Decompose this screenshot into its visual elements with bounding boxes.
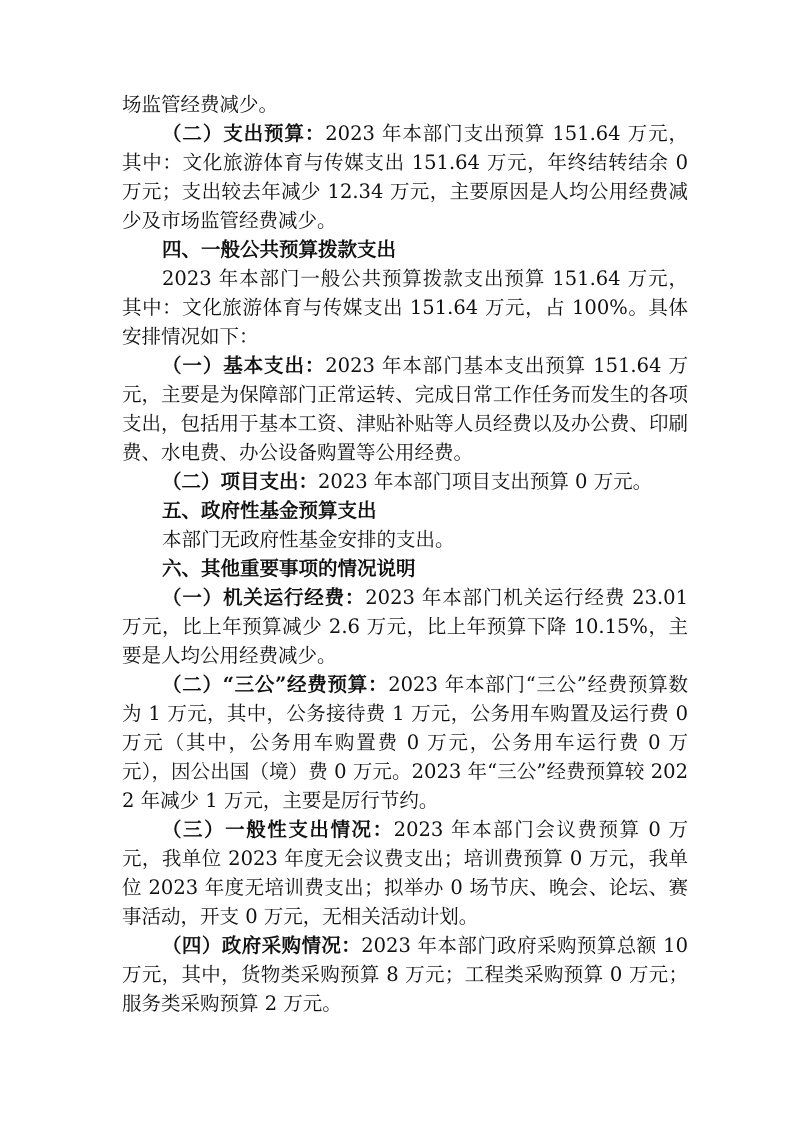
paragraph-text: 2023 年本部门基本支出预算 151.64 万元，主要是为保障部门正常运转、完成日常工作任务而发生的各项支出，包括用于基本工资、津贴补贴等人员经费以及办公费、印刷费、水电费、办公设备购置等公用经费。 xyxy=(122,354,688,464)
section-heading-6: 六、其他重要事项的情况说明 xyxy=(162,557,416,580)
paragraph-label: （一）基本支出： xyxy=(162,354,326,377)
paragraph-fund-budget: 本部门无政府性基金安排的支出。 xyxy=(162,528,455,551)
paragraph-project-expenditure xyxy=(122,467,688,496)
paragraph-label: （二）“三公”经费预算： xyxy=(162,673,389,696)
paragraph-basic-expenditure xyxy=(122,351,688,467)
paragraph-text: 2023 年本部门“三公”经费预算数为 1 万元，其中，公务接待费 1 万元，公务用车购置及运行费 0 万元（其中，公务用车购置费 0 万元，公务用车运行费 0 万元），因公出国（境）费 0 万元。2023 年“三公”经费预算较 2022 年减少 1 万元，主要是厉行节约。 xyxy=(122,673,688,812)
paragraph-label: （二）支出预算： xyxy=(162,122,326,145)
paragraph-continuation: 场监管经费减少。 xyxy=(122,93,279,116)
section-heading-4: 四、一般公共预算拨款支出 xyxy=(162,238,397,261)
document-body xyxy=(122,90,688,1018)
paragraph-general-expenses xyxy=(122,815,688,931)
paragraph-text: 2023 年本部门政府采购预算总额 10 万元，其中，货物类采购预算 8 万元；工程类采购预算 0 万元；服务类采购预算 2 万元。 xyxy=(122,934,688,1015)
paragraph-text: 2023 年本部门会议费预算 0 万元，我单位 2023 年度无会议费支出；培训费预算 0 万元，我单位 2023 年度无培训费支出；拟举办 0 场节庆、晚会、论坛、赛事活动，开支 0 万元，无相关活动计划。 xyxy=(122,818,688,928)
paragraph-label: （二）项目支出： xyxy=(162,470,319,493)
paragraph-label: （三）一般性支出情况： xyxy=(162,818,394,841)
paragraph-three-public-expenses xyxy=(122,670,688,815)
paragraph-expenditure-budget xyxy=(122,119,688,235)
paragraph-general-budget: 2023 年本部门一般公共预算拨款支出预算 151.64 万元，其中：文化旅游体育与传媒支出 151.64 万元，占 100%。具体安排情况如下： xyxy=(122,267,688,348)
paragraph-text: 2023 年本部门支出预算 151.64 万元，其中：文化旅游体育与传媒支出 151.64 万元，年终结转结余 0 万元；支出较去年减少 12.34 万元，主要原因是人均公用经费减少及市场监管经费减少。 xyxy=(122,122,688,232)
section-heading-5: 五、政府性基金预算支出 xyxy=(162,499,377,522)
paragraph-government-procurement xyxy=(122,931,688,1018)
paragraph-text: 2023 年本部门项目支出预算 0 万元。 xyxy=(318,470,653,493)
paragraph-label: （四）政府采购情况： xyxy=(162,934,362,957)
paragraph-label: （一）机关运行经费： xyxy=(162,586,366,609)
paragraph-text: 2023 年本部门机关运行经费 23.01 万元，比上年预算减少 2.6 万元，比上年预算下降 10.15%，主要是人均公用经费减少。 xyxy=(122,586,688,667)
paragraph-operating-expenses xyxy=(122,583,688,670)
